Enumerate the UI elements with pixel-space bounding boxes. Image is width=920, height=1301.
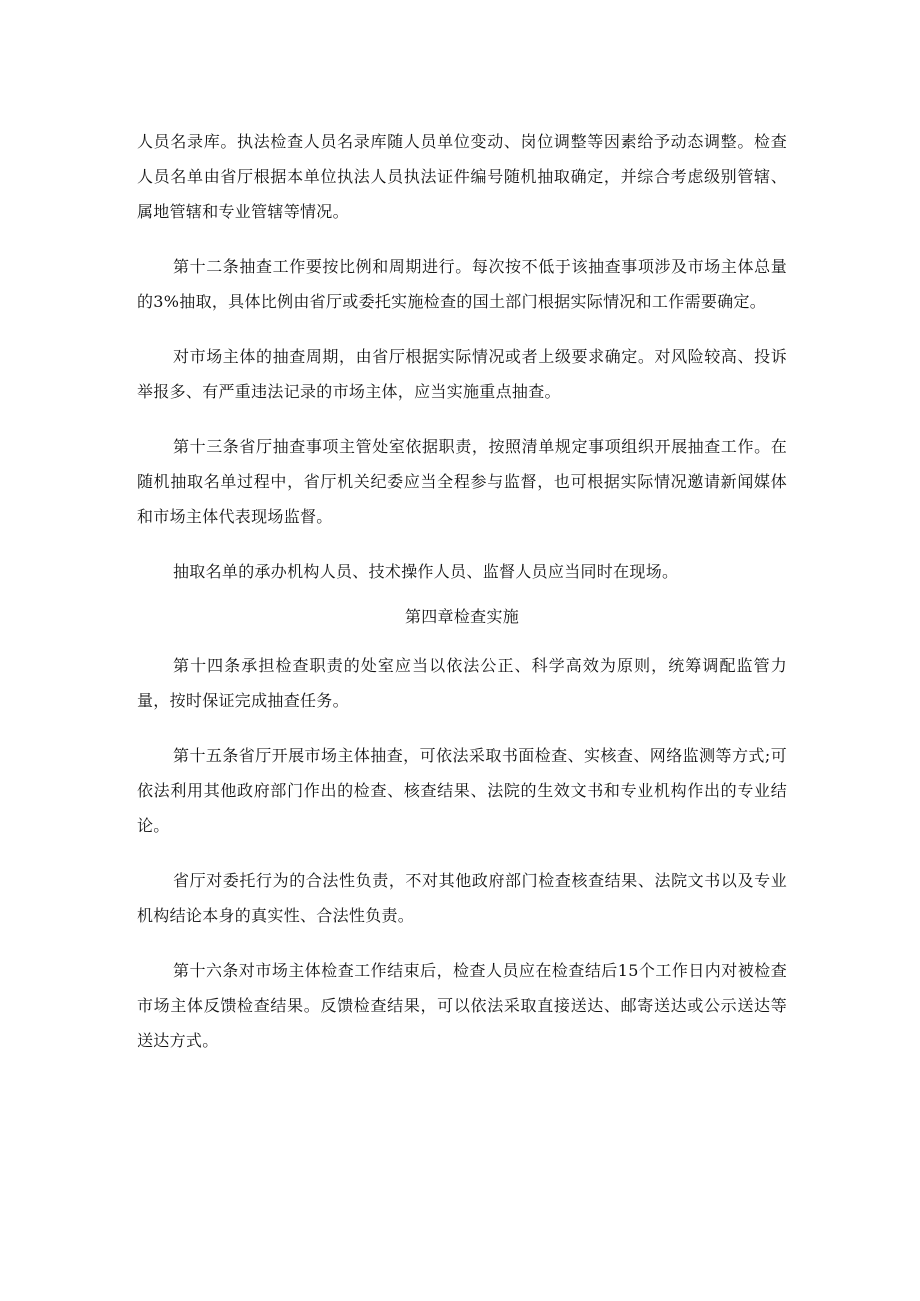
- document-body: [137, 124, 787, 1058]
- chapter-heading: 第四章检查实施: [404, 607, 520, 626]
- paragraph-continuation: 人员名录库。执法检查人员名录库随人员单位变动、岗位调整等因素给予动态调整。检查人员名单由省厅根据本单位执法人员执法证件编号随机抽取确定，并综合考虑级别管辖、属地管辖和专业管辖等情况。: [137, 132, 787, 221]
- paragraph-article-15: 第十五条省厅开展市场主体抽查，可依法采取书面检查、实核查、网络监测等方式;可依法利用其他政府部门作出的检查、核查结果、法院的生效文书和专业机构作出的专业结论。: [137, 746, 787, 835]
- paragraph-article-13: 第十三条省厅抽查事项主管处室依据职责，按照清单规定事项组织开展抽查工作。在随机抽取名单过程中，省厅机关纪委应当全程参与监督，也可根据实际情况邀请新闻媒体和市场主体代表现场监督。: [137, 437, 787, 526]
- paragraph-inspection-cycle: 对市场主体的抽查周期，由省厅根据实际情况或者上级要求确定。对风险较高、投诉举报多、有严重违法记录的市场主体，应当实施重点抽查。: [137, 347, 787, 401]
- paragraph-article-12: 第十二条抽查工作要按比例和周期进行。每次按不低于该抽查事项涉及市场主体总量的3%抽取，具体比例由省厅或委托实施检查的国土部门根据实际情况和工作需要确定。: [137, 257, 787, 311]
- paragraph-article-14: 第十四条承担检查职责的处室应当以依法公正、科学高效为原则，统筹调配监管力量，按时保证完成抽查任务。: [137, 656, 787, 710]
- paragraph-onsite-personnel: 抽取名单的承办机构人员、技术操作人员、监督人员应当同时在现场。: [173, 562, 679, 581]
- paragraph-article-16: 第十六条对市场主体检查工作结束后，检查人员应在检查结后15个工作日内对被检查市场主体反馈检查结果。反馈检查结果，可以依法采取直接送达、邮寄送达或公示送达等送达方式。: [137, 961, 787, 1050]
- paragraph-legality: 省厅对委托行为的合法性负责，不对其他政府部门检查核查结果、法院文书以及专业机构结论本身的真实性、合法性负责。: [137, 871, 787, 925]
